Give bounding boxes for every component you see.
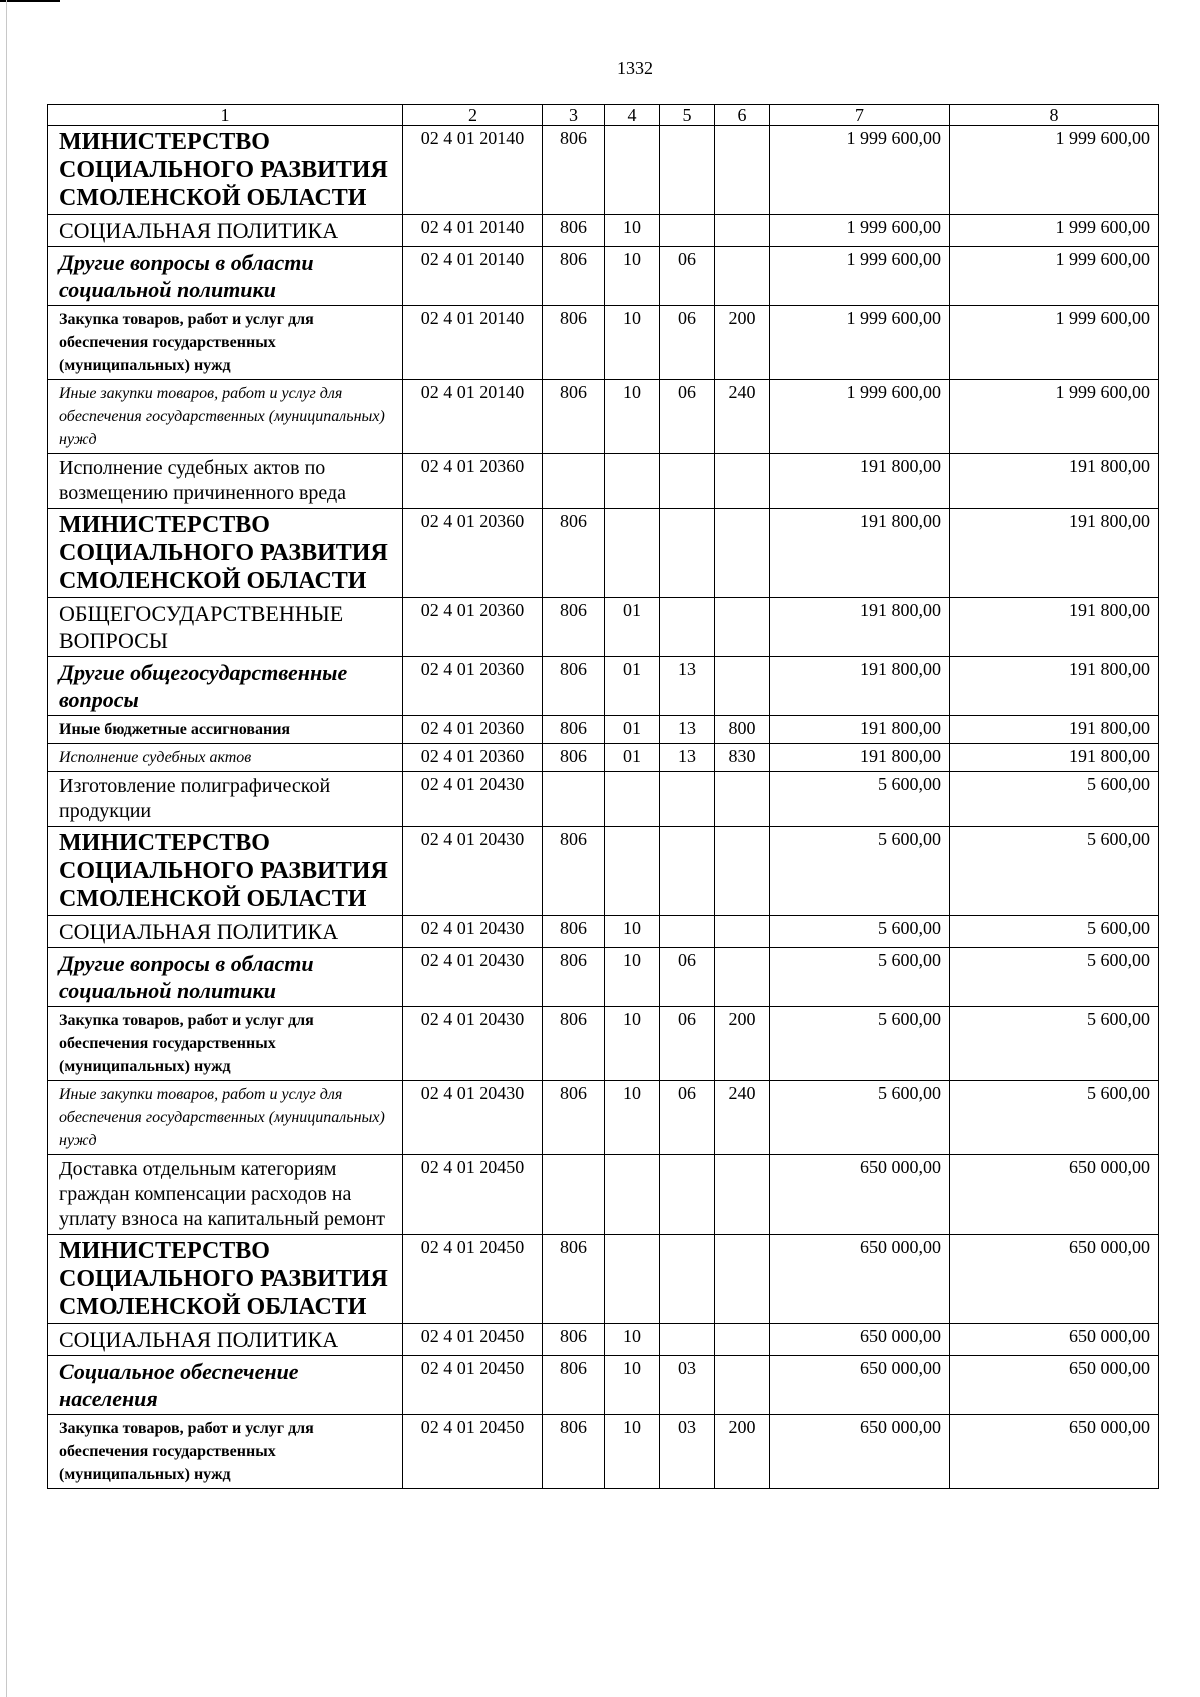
ministry-code: 806 — [543, 380, 605, 454]
section-code: 10 — [605, 1415, 660, 1489]
amount-year-2: 5 600,00 — [950, 1081, 1159, 1155]
table-row — [48, 509, 1159, 598]
column-header: 4 — [605, 105, 660, 126]
amount-year-1: 191 800,00 — [770, 598, 950, 657]
subsection-code — [660, 126, 715, 215]
subsection-code — [660, 509, 715, 598]
ministry-code: 806 — [543, 1415, 605, 1489]
ministry-code: 806 — [543, 126, 605, 215]
section-code: 10 — [605, 1356, 660, 1415]
expense-type-code — [715, 1155, 770, 1235]
amount-year-1: 5 600,00 — [770, 827, 950, 916]
subsection-code — [660, 916, 715, 948]
expense-type-code: 240 — [715, 1081, 770, 1155]
amount-year-2: 191 800,00 — [950, 716, 1159, 744]
amount-year-1: 5 600,00 — [770, 772, 950, 827]
subsection-code — [660, 215, 715, 247]
subsection-code — [660, 454, 715, 509]
row-name-cell: ОБЩЕГОСУДАРСТВЕННЫЕ ВОПРОСЫ — [48, 598, 403, 657]
subsection-code — [660, 1235, 715, 1324]
target-article-code: 02 4 01 20140 — [403, 247, 543, 306]
expense-type-code: 830 — [715, 744, 770, 772]
row-name-cell: Иные закупки товаров, работ и услуг для обеспечения государственных (муниципальных) нужд — [48, 380, 403, 454]
table-row — [48, 380, 1159, 454]
table-row — [48, 126, 1159, 215]
section-code: 10 — [605, 380, 660, 454]
scan-edge-mark — [0, 0, 60, 2]
table-row — [48, 454, 1159, 509]
table-row — [48, 247, 1159, 306]
table-row — [48, 948, 1159, 1007]
subsection-code — [660, 1155, 715, 1235]
row-name-cell: МИНИСТЕРСТВО СОЦИАЛЬНОГО РАЗВИТИЯ СМОЛЕНСКОЙ ОБЛАСТИ — [48, 126, 403, 215]
table-row — [48, 1007, 1159, 1081]
section-code — [605, 1235, 660, 1324]
row-name-cell: Исполнение судебных актов по возмещению причиненного вреда — [48, 454, 403, 509]
row-name-cell: Закупка товаров, работ и услуг для обеспечения государственных (муниципальных) нужд — [48, 1007, 403, 1081]
target-article-code: 02 4 01 20430 — [403, 948, 543, 1007]
section-code — [605, 1155, 660, 1235]
target-article-code: 02 4 01 20450 — [403, 1155, 543, 1235]
subsection-code: 06 — [660, 1081, 715, 1155]
row-name-cell: Иные бюджетные ассигнования — [48, 716, 403, 744]
subsection-code — [660, 772, 715, 827]
target-article-code: 02 4 01 20450 — [403, 1356, 543, 1415]
target-article-code: 02 4 01 20360 — [403, 716, 543, 744]
ministry-code: 806 — [543, 247, 605, 306]
column-header: 2 — [403, 105, 543, 126]
amount-year-2: 1 999 600,00 — [950, 306, 1159, 380]
ministry-code: 806 — [543, 948, 605, 1007]
section-code: 10 — [605, 215, 660, 247]
amount-year-2: 5 600,00 — [950, 948, 1159, 1007]
ministry-code — [543, 772, 605, 827]
amount-year-1: 191 800,00 — [770, 657, 950, 716]
section-code: 10 — [605, 1081, 660, 1155]
row-name-cell: Доставка отдельным категориям граждан компенсации расходов на уплату взноса на капитальный ремонт — [48, 1155, 403, 1235]
table-row — [48, 1356, 1159, 1415]
budget-table — [47, 104, 1159, 1489]
subsection-code: 06 — [660, 306, 715, 380]
subsection-code: 13 — [660, 657, 715, 716]
section-code — [605, 126, 660, 215]
amount-year-2: 5 600,00 — [950, 772, 1159, 827]
column-header: 5 — [660, 105, 715, 126]
subsection-code: 06 — [660, 948, 715, 1007]
section-code: 10 — [605, 306, 660, 380]
subsection-code: 13 — [660, 744, 715, 772]
expense-type-code — [715, 598, 770, 657]
subsection-code — [660, 1324, 715, 1356]
ministry-code: 806 — [543, 827, 605, 916]
expense-type-code — [715, 827, 770, 916]
target-article-code: 02 4 01 20360 — [403, 454, 543, 509]
table-header-row — [48, 105, 1159, 126]
target-article-code: 02 4 01 20450 — [403, 1324, 543, 1356]
expense-type-code — [715, 509, 770, 598]
expense-type-code — [715, 657, 770, 716]
target-article-code: 02 4 01 20360 — [403, 509, 543, 598]
table-row — [48, 215, 1159, 247]
table-row — [48, 1324, 1159, 1356]
amount-year-2: 1 999 600,00 — [950, 126, 1159, 215]
subsection-code: 03 — [660, 1356, 715, 1415]
subsection-code — [660, 827, 715, 916]
ministry-code: 806 — [543, 716, 605, 744]
amount-year-2: 1 999 600,00 — [950, 247, 1159, 306]
amount-year-1: 1 999 600,00 — [770, 215, 950, 247]
subsection-code: 03 — [660, 1415, 715, 1489]
row-name-cell: Закупка товаров, работ и услуг для обеспечения государственных (муниципальных) нужд — [48, 1415, 403, 1489]
amount-year-2: 650 000,00 — [950, 1324, 1159, 1356]
section-code: 01 — [605, 657, 660, 716]
amount-year-1: 650 000,00 — [770, 1235, 950, 1324]
ministry-code: 806 — [543, 509, 605, 598]
amount-year-2: 191 800,00 — [950, 598, 1159, 657]
ministry-code: 806 — [543, 215, 605, 247]
row-name-cell: Социальное обеспечение населения — [48, 1356, 403, 1415]
expense-type-code: 200 — [715, 1415, 770, 1489]
target-article-code: 02 4 01 20360 — [403, 744, 543, 772]
row-name-cell: Исполнение судебных актов — [48, 744, 403, 772]
ministry-code: 806 — [543, 657, 605, 716]
row-name-cell: Другие общегосударственные вопросы — [48, 657, 403, 716]
ministry-code: 806 — [543, 1235, 605, 1324]
table-row — [48, 744, 1159, 772]
amount-year-2: 5 600,00 — [950, 1007, 1159, 1081]
column-header: 7 — [770, 105, 950, 126]
section-code: 01 — [605, 744, 660, 772]
row-name-cell: Иные закупки товаров, работ и услуг для обеспечения государственных (муниципальных) нужд — [48, 1081, 403, 1155]
amount-year-1: 650 000,00 — [770, 1356, 950, 1415]
row-name-cell: Изготовление полиграфической продукции — [48, 772, 403, 827]
amount-year-2: 650 000,00 — [950, 1356, 1159, 1415]
table-row — [48, 772, 1159, 827]
section-code — [605, 509, 660, 598]
amount-year-1: 1 999 600,00 — [770, 247, 950, 306]
ministry-code — [543, 454, 605, 509]
target-article-code: 02 4 01 20430 — [403, 772, 543, 827]
amount-year-1: 191 800,00 — [770, 509, 950, 598]
ministry-code: 806 — [543, 1356, 605, 1415]
target-article-code: 02 4 01 20450 — [403, 1235, 543, 1324]
table-row — [48, 916, 1159, 948]
section-code: 10 — [605, 916, 660, 948]
ministry-code: 806 — [543, 1007, 605, 1081]
target-article-code: 02 4 01 20430 — [403, 827, 543, 916]
section-code: 01 — [605, 598, 660, 657]
section-code — [605, 772, 660, 827]
row-name-cell: Другие вопросы в области социальной политики — [48, 247, 403, 306]
amount-year-1: 650 000,00 — [770, 1155, 950, 1235]
expense-type-code — [715, 215, 770, 247]
subsection-code: 06 — [660, 1007, 715, 1081]
row-name-cell: Другие вопросы в области социальной политики — [48, 948, 403, 1007]
amount-year-1: 1 999 600,00 — [770, 306, 950, 380]
amount-year-1: 191 800,00 — [770, 716, 950, 744]
subsection-code: 06 — [660, 380, 715, 454]
target-article-code: 02 4 01 20360 — [403, 598, 543, 657]
amount-year-2: 191 800,00 — [950, 454, 1159, 509]
target-article-code: 02 4 01 20430 — [403, 1081, 543, 1155]
amount-year-1: 650 000,00 — [770, 1324, 950, 1356]
row-name-cell: СОЦИАЛЬНАЯ ПОЛИТИКА — [48, 1324, 403, 1356]
amount-year-2: 1 999 600,00 — [950, 380, 1159, 454]
table-row — [48, 657, 1159, 716]
table-row — [48, 1235, 1159, 1324]
section-code: 01 — [605, 716, 660, 744]
expense-type-code: 240 — [715, 380, 770, 454]
target-article-code: 02 4 01 20430 — [403, 916, 543, 948]
amount-year-1: 5 600,00 — [770, 948, 950, 1007]
scan-margin-line — [6, 0, 7, 1697]
expense-type-code: 200 — [715, 1007, 770, 1081]
row-name-cell: МИНИСТЕРСТВО СОЦИАЛЬНОГО РАЗВИТИЯ СМОЛЕНСКОЙ ОБЛАСТИ — [48, 1235, 403, 1324]
amount-year-2: 1 999 600,00 — [950, 215, 1159, 247]
ministry-code: 806 — [543, 306, 605, 380]
amount-year-2: 5 600,00 — [950, 916, 1159, 948]
section-code: 10 — [605, 1007, 660, 1081]
row-name-cell: СОЦИАЛЬНАЯ ПОЛИТИКА — [48, 215, 403, 247]
amount-year-2: 650 000,00 — [950, 1155, 1159, 1235]
column-header: 3 — [543, 105, 605, 126]
expense-type-code — [715, 772, 770, 827]
ministry-code: 806 — [543, 744, 605, 772]
table-row — [48, 1081, 1159, 1155]
target-article-code: 02 4 01 20140 — [403, 126, 543, 215]
amount-year-1: 5 600,00 — [770, 1007, 950, 1081]
target-article-code: 02 4 01 20450 — [403, 1415, 543, 1489]
amount-year-1: 191 800,00 — [770, 744, 950, 772]
target-article-code: 02 4 01 20430 — [403, 1007, 543, 1081]
column-header: 8 — [950, 105, 1159, 126]
column-header: 6 — [715, 105, 770, 126]
row-name-cell: Закупка товаров, работ и услуг для обеспечения государственных (муниципальных) нужд — [48, 306, 403, 380]
table-row — [48, 1155, 1159, 1235]
amount-year-1: 650 000,00 — [770, 1415, 950, 1489]
table-row — [48, 827, 1159, 916]
amount-year-1: 1 999 600,00 — [770, 380, 950, 454]
subsection-code: 13 — [660, 716, 715, 744]
amount-year-2: 191 800,00 — [950, 509, 1159, 598]
column-header: 1 — [48, 105, 403, 126]
section-code — [605, 454, 660, 509]
table-row — [48, 716, 1159, 744]
amount-year-2: 191 800,00 — [950, 657, 1159, 716]
table-row — [48, 306, 1159, 380]
amount-year-2: 5 600,00 — [950, 827, 1159, 916]
target-article-code: 02 4 01 20360 — [403, 657, 543, 716]
expense-type-code: 200 — [715, 306, 770, 380]
amount-year-1: 5 600,00 — [770, 916, 950, 948]
ministry-code: 806 — [543, 1324, 605, 1356]
page-number: 1332 — [617, 58, 653, 78]
ministry-code: 806 — [543, 598, 605, 657]
amount-year-1: 5 600,00 — [770, 1081, 950, 1155]
table-body — [48, 105, 1159, 1489]
ministry-code — [543, 1155, 605, 1235]
expense-type-code — [715, 1235, 770, 1324]
section-code — [605, 827, 660, 916]
ministry-code: 806 — [543, 1081, 605, 1155]
section-code: 10 — [605, 1324, 660, 1356]
amount-year-2: 650 000,00 — [950, 1415, 1159, 1489]
expense-type-code — [715, 126, 770, 215]
section-code: 10 — [605, 247, 660, 306]
row-name-cell: МИНИСТЕРСТВО СОЦИАЛЬНОГО РАЗВИТИЯ СМОЛЕНСКОЙ ОБЛАСТИ — [48, 827, 403, 916]
expense-type-code — [715, 948, 770, 1007]
row-name-cell: СОЦИАЛЬНАЯ ПОЛИТИКА — [48, 916, 403, 948]
expense-type-code: 800 — [715, 716, 770, 744]
target-article-code: 02 4 01 20140 — [403, 215, 543, 247]
target-article-code: 02 4 01 20140 — [403, 306, 543, 380]
table-row — [48, 598, 1159, 657]
subsection-code — [660, 598, 715, 657]
expense-type-code — [715, 454, 770, 509]
amount-year-1: 191 800,00 — [770, 454, 950, 509]
target-article-code: 02 4 01 20140 — [403, 380, 543, 454]
expense-type-code — [715, 1356, 770, 1415]
ministry-code: 806 — [543, 916, 605, 948]
row-name-cell: МИНИСТЕРСТВО СОЦИАЛЬНОГО РАЗВИТИЯ СМОЛЕНСКОЙ ОБЛАСТИ — [48, 509, 403, 598]
amount-year-1: 1 999 600,00 — [770, 126, 950, 215]
section-code: 10 — [605, 948, 660, 1007]
amount-year-2: 191 800,00 — [950, 744, 1159, 772]
expense-type-code — [715, 1324, 770, 1356]
expense-type-code — [715, 916, 770, 948]
table-row — [48, 1415, 1159, 1489]
subsection-code: 06 — [660, 247, 715, 306]
amount-year-2: 650 000,00 — [950, 1235, 1159, 1324]
expense-type-code — [715, 247, 770, 306]
